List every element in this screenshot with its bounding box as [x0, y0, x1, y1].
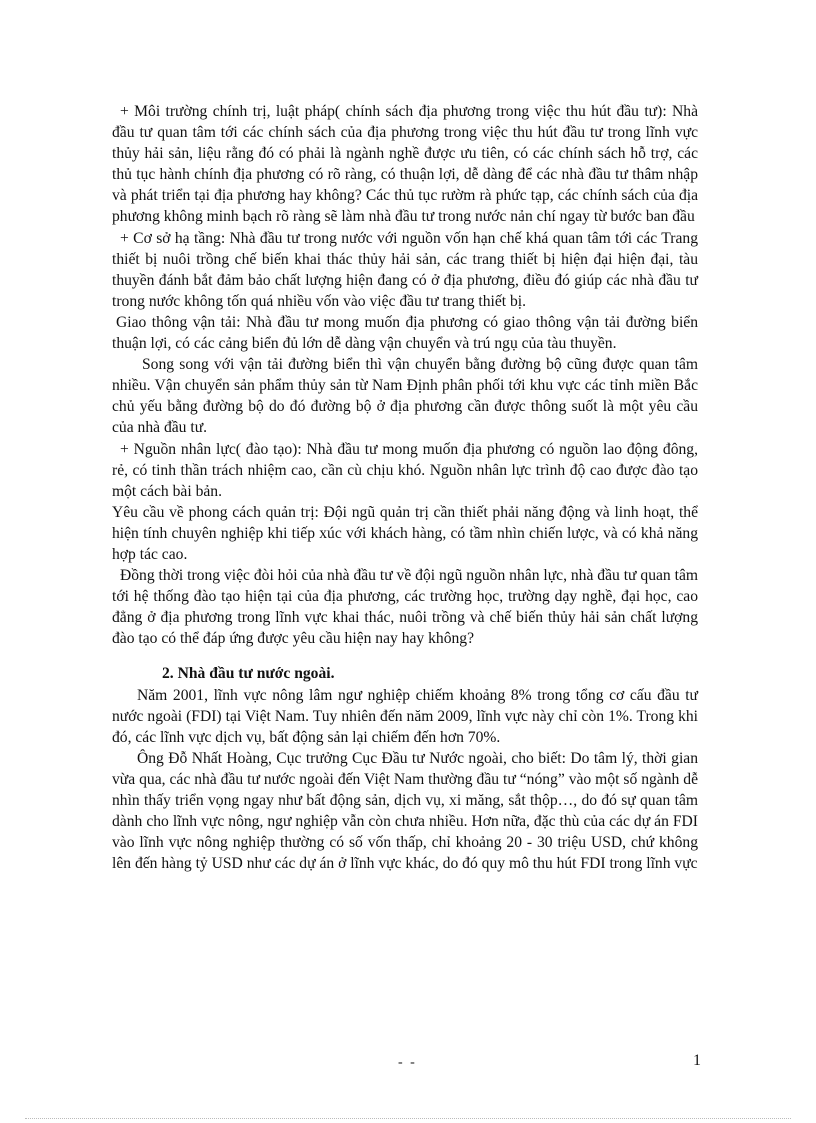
document-body — [112, 101, 698, 874]
section-heading-foreign-investors: 2. Nhà đầu tư nước ngoài. — [162, 665, 335, 683]
paragraph-road-transport: Song song với vận tải đường biển thì vận chuyển bằng đường bộ cũng được quan tâm nhiều. Vận chuyển sản phẩm thủy sản từ Nam Định phân phối tới khu vực các tỉnh miền Bắc chủ yếu bằng đường bộ do đó đường bộ ở địa phương cần được thông suốt là một yêu cầu của nhà đầu tư. — [112, 356, 698, 437]
footer-separator: - - — [398, 1055, 417, 1070]
paragraph-political-legal: + Môi trường chính trị, luật pháp( chính sách địa phương trong việc thu hút đầu tư): Nhà đầu tư quan tâm tới các chính sách của địa phương trong việc thu hút đầu tư trong lĩnh vực thủy hải sản, liệu rằng đó có phải là ngành nghề được ưu tiên, có các chính sách hỗ trợ, các thủ tục hành chính địa phương có rõ ràng, có thuận lợi, dễ dàng để các nhà đầu tư thâm nhập và phát triển tại địa phương hay không? Các thủ tục rườm rà phức tạp, các chính sách của địa phương không minh bạch rõ ràng sẽ làm nhà đầu tư trong nước nản chí ngay từ bước ban đầu — [112, 103, 698, 226]
paragraph-fdi-statistics: Năm 2001, lĩnh vực nông lâm ngư nghiệp chiếm khoảng 8% trong tổng cơ cấu đầu tư nước ngoài (FDI) tại Việt Nam. Tuy nhiên đến năm 2009, lĩnh vực này chỉ còn 1%. Trong khi đó, các lĩnh vực dịch vụ, bất động sản lại chiếm đến hơn 70%. — [112, 686, 698, 746]
paragraph-transport: Giao thông vận tải: Nhà đầu tư mong muốn địa phương có giao thông vận tải đường biển thuận lợi, có các cảng biển đủ lớn dễ dàng vận chuyển và trú ngụ của tàu thuyền. — [112, 313, 698, 353]
paragraph-human-resources: + Nguồn nhân lực( đào tạo): Nhà đầu tư mong muốn địa phương có nguồn lao động đông, rẻ, có tinh thần trách nhiệm cao, cần cù chịu khó. Nguồn nhân lực trình độ cao được đào tạo một cách bài bản. — [112, 440, 698, 500]
paragraph-management-style: Yêu cầu về phong cách quản trị: Đội ngũ quản trị cần thiết phải năng động và linh hoạt, thể hiện tính chuyên nghiệp khi tiếp xúc với khách hàng, có tầm nhìn chiến lược, và có khả năng hợp tác cao. — [112, 503, 698, 563]
page-number: 1 — [693, 1052, 701, 1069]
paragraph-infrastructure: + Cơ sở hạ tầng: Nhà đầu tư trong nước với nguồn vốn hạn chế khá quan tâm tới các Trang thiết bị nuôi trồng chế biến khai thác thủy hải sản, các trang thiết bị hiện đại hiện đại, tàu thuyền đánh bắt đảm bảo chất lượng hiện đang có ở địa phương, điều đó giúp các nhà đầu tư trong nước không tốn quá nhiều vốn vào việc đầu tư trang thiết bị. — [112, 229, 698, 310]
page-bottom-edge — [25, 1118, 791, 1119]
paragraph-official-quote: Ông Đỗ Nhất Hoàng, Cục trưởng Cục Đầu tư Nước ngoài, cho biết: Do tâm lý, thời gian vừa qua, các nhà đầu tư nước ngoài đến Việt Nam thường đầu tư “nóng” vào một số ngành dễ nhìn thấy triển vọng ngay như bất động sản, dịch vụ, xi măng, sắt thộp…, do đó sự quan tâm dành cho lĩnh vực nông, ngư nghiệp vẫn còn chưa nhiều. Hơn nữa, đặc thù của các dự án FDI vào lĩnh vực nông nghiệp thường có số vốn thấp, chỉ khoảng 20 - 30 triệu USD, chứ không lên đến hàng tỷ USD như các dự án ở lĩnh vực khác, do đó quy mô thu hút FDI trong lĩnh vực — [112, 749, 698, 873]
paragraph-training-system: Đồng thời trong việc đòi hỏi của nhà đầu tư về đội ngũ nguồn nhân lực, nhà đầu tư quan tâm tới hệ thống đào tạo hiện tại của địa phương, các trường học, trường dạy nghề, đại học, cao đẳng ở địa phương trong lĩnh vực khai thác, nuôi trồng và chế biến thủy hải sản chất lượng đào tạo có thể đáp ứng được yêu cầu hiện nay hay không? — [112, 567, 698, 648]
